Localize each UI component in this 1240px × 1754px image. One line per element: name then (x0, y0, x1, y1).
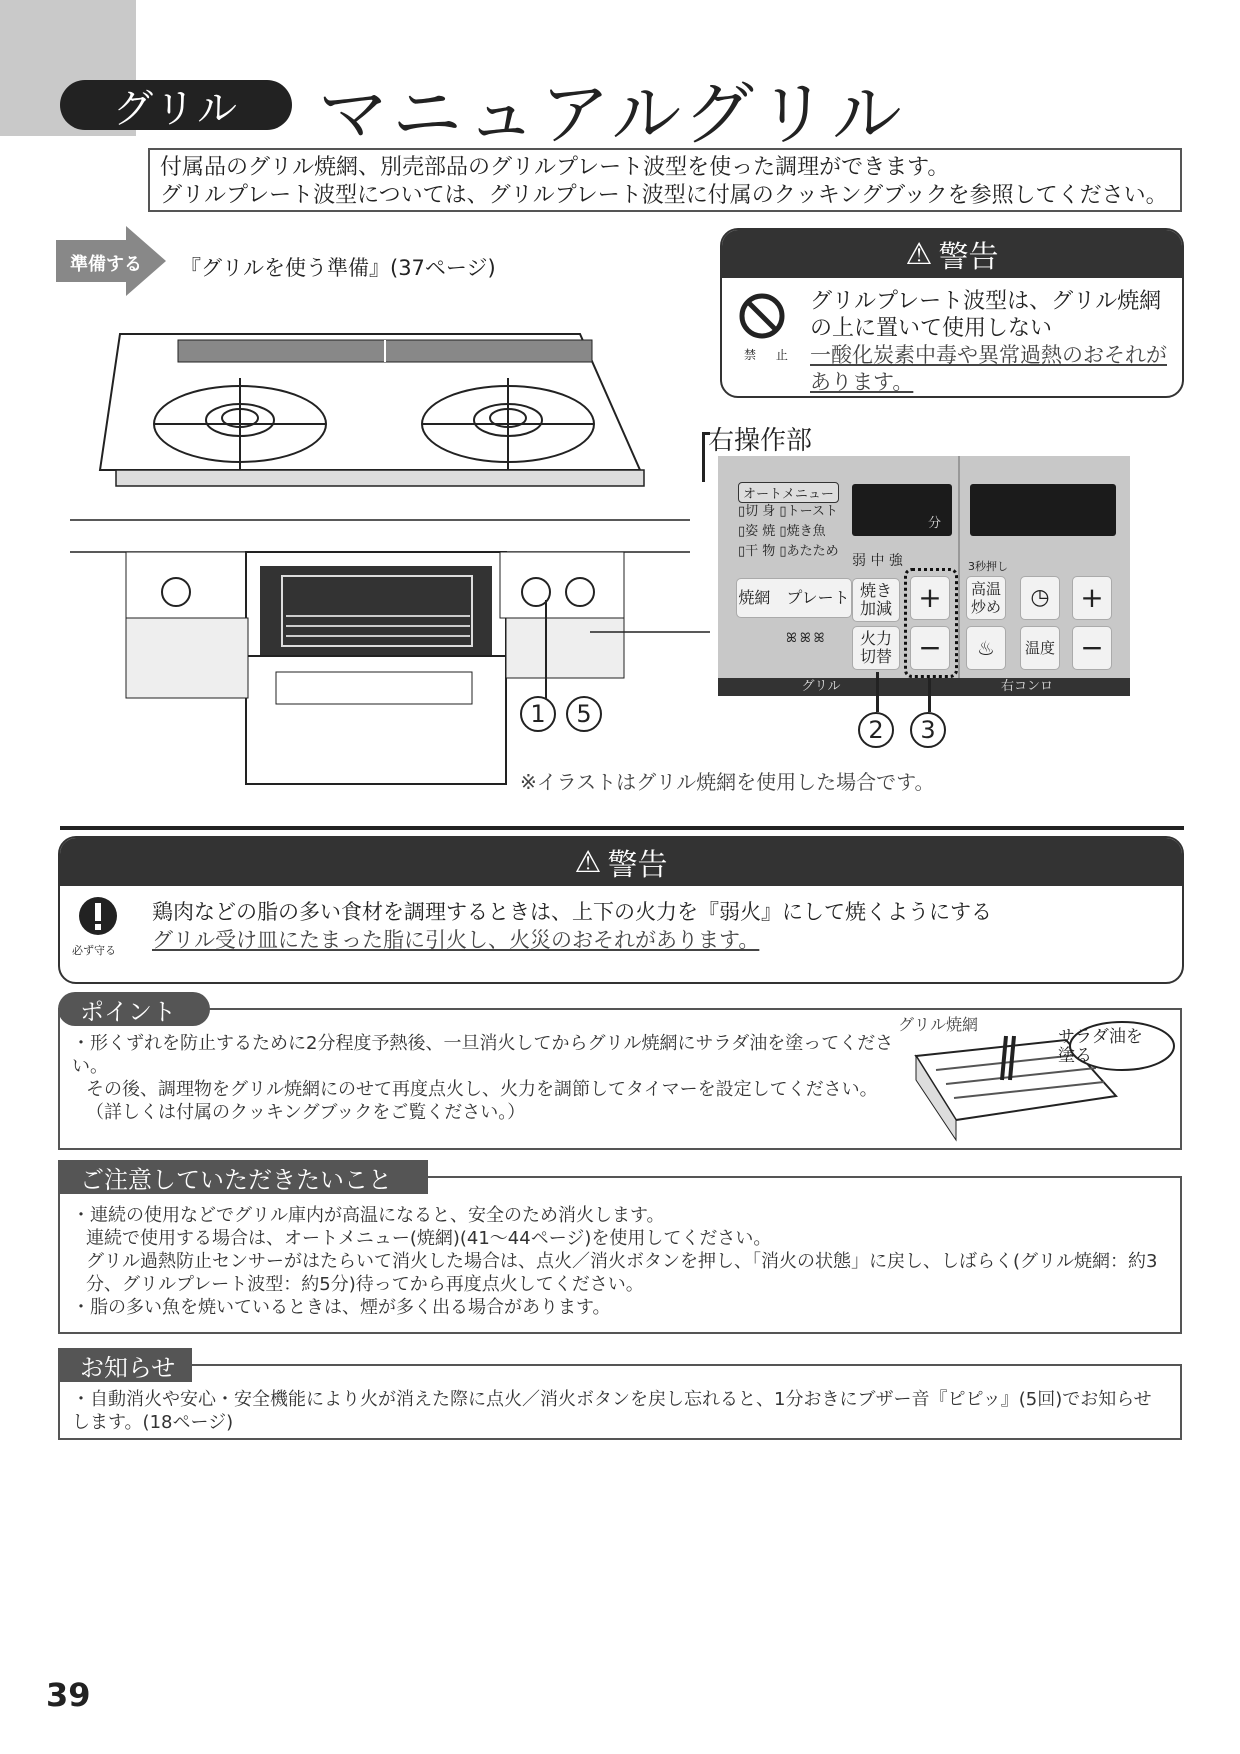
warning-box-bottom (58, 836, 1184, 984)
point-tab: ポイント (58, 992, 210, 1026)
three-second-label: 3秒押し (968, 560, 1008, 573)
grill-net-plate-button[interactable]: 焼網 プレート (736, 578, 852, 618)
warning-heading: 警告 (938, 240, 999, 275)
section-divider (60, 826, 1184, 830)
mandatory-label: 必ず守る (72, 944, 116, 957)
warning-title: 鶏肉などの脂の多い食材を調理するときは、上下の火力を『弱火』にして焼くようにする (152, 900, 992, 924)
warning-header (722, 230, 1182, 278)
warning-triangle-icon: ⚠ (574, 844, 602, 880)
panel-label: 右操作部 (708, 426, 813, 456)
illustration-note: ※イラストはグリル焼網を使用した場合です。 (520, 770, 935, 794)
warning-title: グリルプレート波型は、グリル焼網の上に置いて使用しない (810, 289, 1162, 341)
page-title: マニュアルグリル (318, 73, 906, 155)
intro-box (148, 148, 1182, 212)
point-line-1: ・形くずれを防止するために2分程度予熱後、一旦消火してからグリル焼網にサラダ油を塗ってください。 (72, 1033, 894, 1077)
burner-minus-button[interactable]: − (1072, 626, 1112, 670)
salad-oil-bubble: サラダ油を塗る (1058, 1027, 1143, 1066)
timer-icon: ◷ (1030, 585, 1050, 610)
plus-minus-highlight (904, 568, 958, 678)
doneness-button[interactable]: 焼き 加減 (852, 578, 900, 622)
caution-tab: ご注意していただきたいこと (58, 1160, 428, 1194)
callout-5: 5 (566, 696, 602, 732)
page-number: 39 (46, 1676, 91, 1714)
caution-line-1: ・連続の使用などでグリル庫内が高温になると、安全のため消火します。 (72, 1205, 665, 1226)
grill-net-label: グリル焼網 (898, 1015, 979, 1034)
point-line-2: その後、調理物をグリル焼網にのせて再度点火し、火力を調節してタイマーを設定してください。 (86, 1079, 878, 1100)
notice-tab: お知らせ (58, 1348, 192, 1382)
caution-line-3: グリル過熱防止センサーがはたらいて消火した場合は、点火／消火ボタンを押し、「消火の状態」に戻し、しばらく(グリル焼網：約3分、グリルプレート波型：約5分)待ってから再度点火してください。 (86, 1251, 1158, 1295)
menu-item-row: ▯姿 焼 ▯焼き魚 (738, 524, 826, 539)
warning-heading: 警告 (607, 848, 668, 883)
prohibit-icon (738, 292, 786, 340)
prep-reference: 『グリルを使う準備』(37ページ) (180, 256, 496, 280)
notice-line-1: ・自動消火や安心・安全機能により火が消えた際に点火／消火ボタンを戻し忘れると、1分おきにブザー音『ピピッ』(5回)でお知らせします。(18ページ) (72, 1389, 1152, 1433)
callout-3: 3 (910, 712, 946, 748)
prohibit-label: 禁 止 (744, 348, 796, 362)
panel-divider (958, 456, 960, 696)
point-line-3: （詳しくは付属のクッキングブックをご覧ください。） (86, 1102, 526, 1123)
warning-detail: グリル受け皿にたまった脂に引火し、火災のおそれがあります。 (152, 928, 760, 952)
menu-item-row: ▯干 物 ▯あたため (738, 544, 839, 559)
auto-menu-items (738, 502, 839, 562)
leader-line (876, 672, 879, 712)
caution-line-4: ・脂の多い魚を焼いているときは、煙が多く出る場合があります。 (72, 1297, 611, 1318)
display-unit: 分 (928, 516, 942, 531)
caution-line-2: 連続で使用する場合は、オートメニュー(焼網)(41〜44ページ)を使用してください。 (86, 1228, 772, 1249)
notice-box (58, 1364, 1182, 1440)
mandatory-icon (78, 896, 118, 936)
auto-menu-label: オートメニュー (738, 482, 839, 503)
callout-2: 2 (858, 712, 894, 748)
heat-switch-button[interactable]: 火力 切替 (852, 626, 900, 670)
timer-button[interactable] (1020, 576, 1060, 620)
warning-detail: 一酸化炭素中毒や異常過熱のおそれがあります。 (810, 343, 1167, 394)
prep-badge: 準備する (70, 254, 142, 275)
panel-footer-grill: グリル (801, 679, 841, 694)
warning-triangle-icon: ⚠ (905, 236, 933, 272)
kettle-icon: ♨ (977, 636, 995, 660)
callout-1: 1 (520, 696, 556, 732)
high-temp-button[interactable]: 高温 炒め (966, 576, 1006, 620)
intro-line-1: 付属品のグリル焼網、別売部品のグリルプレート波型を使った調理ができます。 (160, 155, 950, 180)
flame-level-icons: ꕤꕤꕤ (786, 631, 828, 646)
panel-footer (718, 678, 1130, 696)
intro-line-2: グリルプレート波型については、グリルプレート波型に付属のクッキングブックを参照してください。 (160, 183, 1168, 208)
grill-plus-button[interactable]: + (910, 576, 950, 620)
leader-line (928, 678, 931, 712)
panel-footer-burner: 右コンロ (1000, 679, 1053, 694)
section-tag: グリル (60, 80, 292, 130)
stove-illustration (60, 320, 720, 790)
burner-plus-button[interactable]: + (1072, 576, 1112, 620)
warning-box-top (720, 228, 1184, 398)
kettle-button[interactable] (966, 626, 1006, 670)
menu-item-row: ▯切 身 ▯トースト (738, 504, 838, 519)
warning-header (60, 838, 1182, 886)
heat-level-labels: 弱 中 強 (852, 553, 903, 569)
temperature-button[interactable]: 温度 (1020, 626, 1060, 670)
grill-minus-button[interactable]: − (910, 626, 950, 670)
caution-box (58, 1176, 1182, 1334)
burner-display (970, 484, 1116, 536)
